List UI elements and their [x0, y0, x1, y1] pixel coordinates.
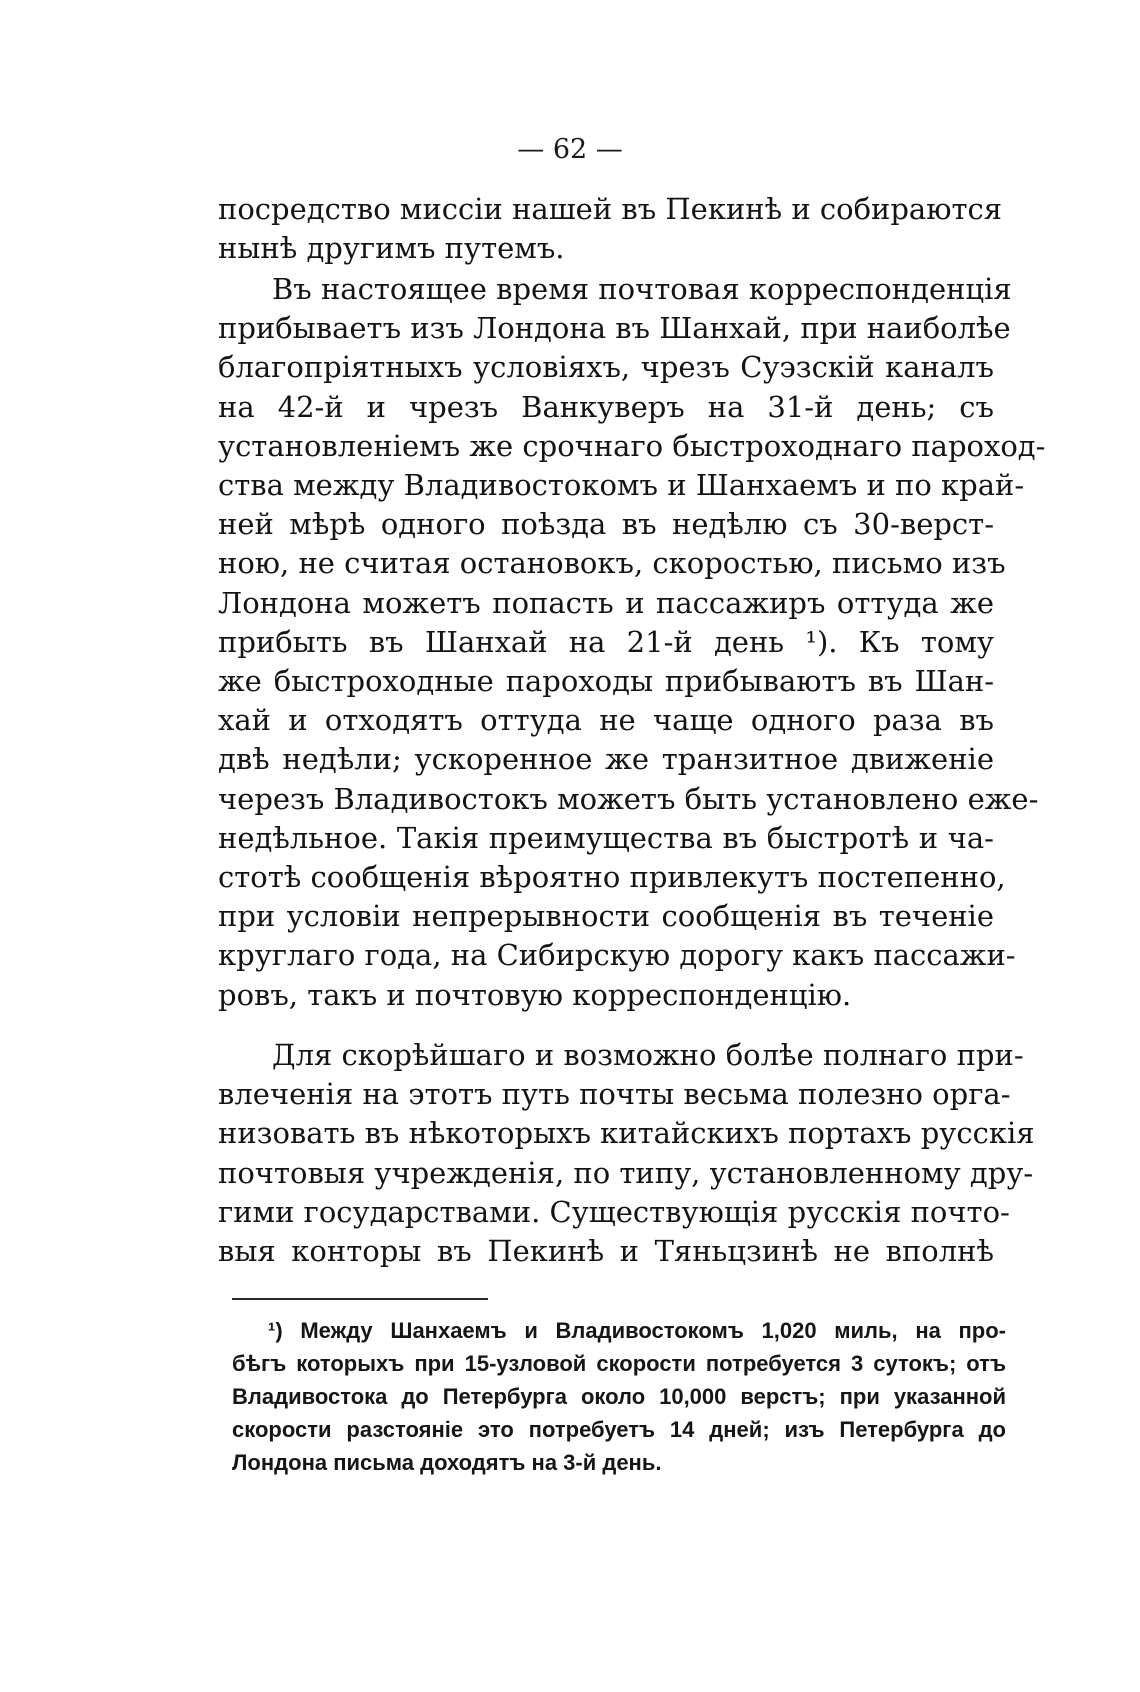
text-line: благопріятныхъ условіяхъ, чрезъ Суэзскій каналъ [218, 350, 994, 385]
footnote-marker: ¹) [268, 1318, 301, 1343]
text-line: гими государствами. Существующія русскія почто- [218, 1194, 1010, 1229]
paragraph-mail-speed [218, 270, 1046, 1015]
text-line: ства между Владивостокомъ и Шанхаемъ и по край- [218, 468, 1025, 503]
text-line: двѣ недѣли; ускоренное же транзитное движеніе [218, 742, 994, 777]
text-line: Для скорѣйшаго и возможно болѣе полнаго при- [272, 1038, 1024, 1072]
text-line: установленіемъ же срочнаго быстроходнаго пароход- [218, 428, 1046, 463]
text-line: Лондона можетъ попасть и пассажиръ оттуда же [218, 585, 994, 620]
footnote-line: бѣгъ которыхъ при 15-узловой скорости потребуется 3 сутокъ; отъ [232, 1351, 1006, 1376]
text-line: при условіи непрерывности сообщенія въ теченіе [218, 899, 994, 934]
text-line: круглаго года, на Сибирскую дорогу какъ пассажи- [218, 938, 1016, 973]
text-line: стотѣ сообщенія вѣроятно привлекутъ постепенно, [218, 860, 1006, 895]
text-line: Въ настоящее время почтовая корреспонденція [272, 272, 1012, 306]
footnote-line [232, 1314, 1006, 1347]
text-line: почтовыя учрежденія, по типу, установленному дру- [218, 1155, 1034, 1190]
text-line: прибыть въ Шанхай на 21-й день ¹). Къ тому [218, 624, 994, 659]
paragraph-continuation [218, 190, 1003, 268]
text-line: низовать въ нѣкоторыхъ китайскихъ портахъ русскія [218, 1116, 1035, 1151]
text-line: черезъ Владивостокъ можетъ быть установлено еже- [218, 781, 1039, 816]
text-line: прибываетъ изъ Лондона въ Шанхай, при наиболѣе [218, 311, 1011, 346]
page-number: — 62 — [517, 134, 623, 165]
text-line: же быстроходные пароходы прибываютъ въ Шан- [218, 664, 994, 699]
text-line: ною, не считая остановокъ, скоростью, письмо изъ [218, 546, 1006, 581]
footnote-line: Владивостока до Петербурга около 10,000 верстъ; при указанной [232, 1384, 1006, 1409]
text-line: ровъ, такъ и почтовую корреспонденцію. [218, 977, 852, 1012]
text-line: выя конторы въ Пекинѣ и Тяньцзинѣ не вполнѣ [218, 1234, 994, 1269]
text-line: ней мѣрѣ одного поѣзда въ недѣлю съ 30-верст- [218, 507, 994, 542]
text-line: недѣльное. Такія преимущества въ быстротѣ и ча- [218, 820, 994, 855]
footnote-text: Между Шанхаемъ и Владивостокомъ 1,020 миль, на про- [300, 1318, 1006, 1343]
text-line: на 42-й и чрезъ Ванкуверъ на 31-й день; съ [218, 389, 994, 424]
footnote [232, 1314, 1006, 1479]
text-line: посредство миссіи нашей въ Пекинѣ и собираются [218, 192, 1003, 226]
footnote-line: Лондона письма доходятъ на 3-й день. [232, 1450, 662, 1475]
footnote-line: скорости разстояніе это потребуетъ 14 дней; изъ Петербурга до [232, 1417, 1006, 1442]
text-line: хай и отходятъ оттуда не чаще одного раза въ [218, 703, 994, 738]
text-line: нынѣ другимъ путемъ. [218, 231, 565, 266]
footnote-divider [232, 1298, 488, 1300]
paragraph-postal-offices [218, 1036, 1035, 1271]
text-line: влеченія на этотъ путь почты весьма полезно орга- [218, 1077, 1011, 1112]
